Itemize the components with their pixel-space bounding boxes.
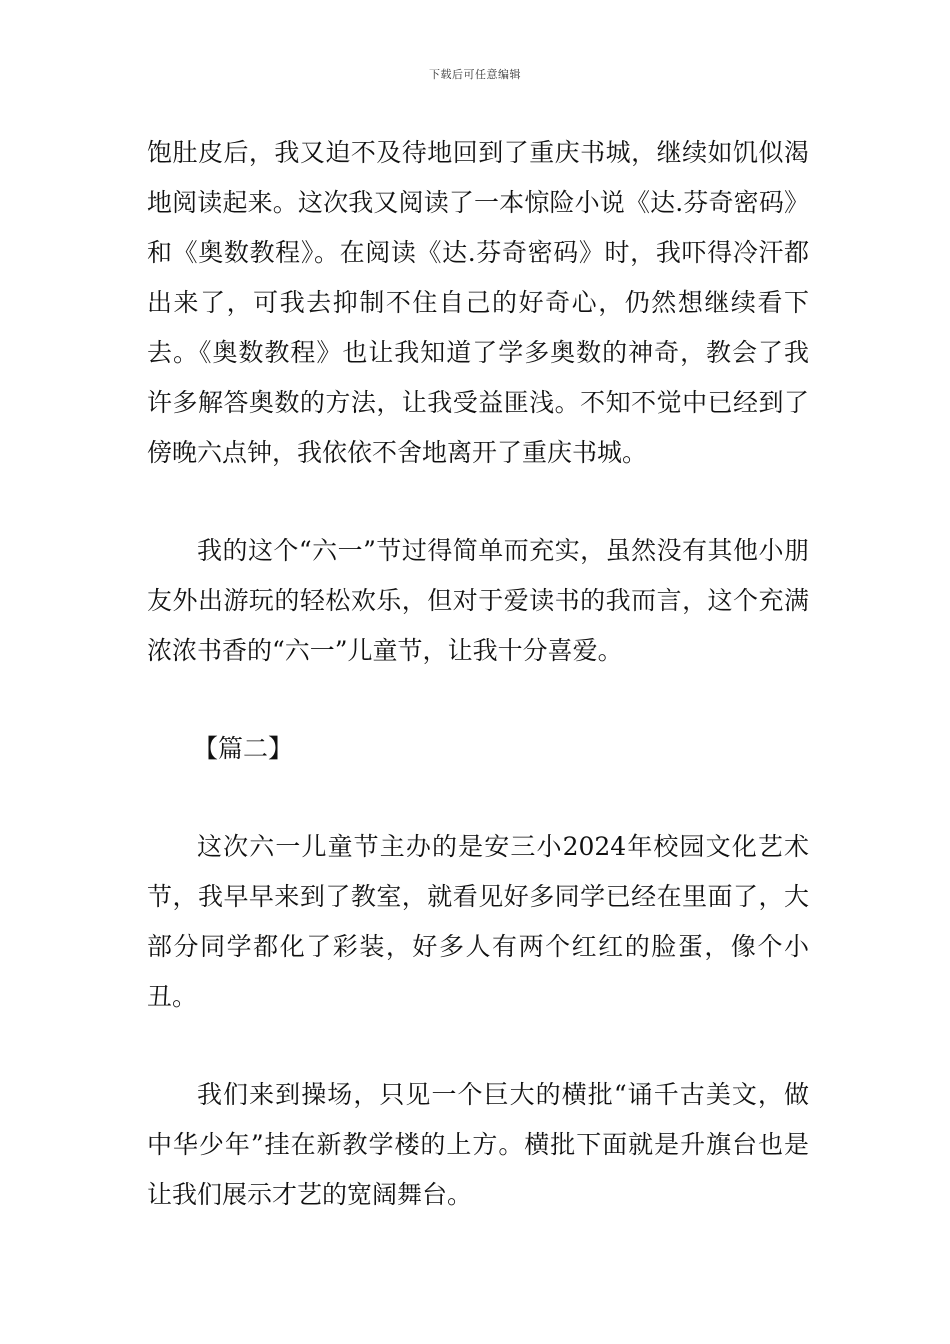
paragraph-gap bbox=[147, 1022, 809, 1070]
paragraph-1: 饱肚皮后，我又迫不及待地回到了重庆书城，继续如饥似渴地阅读起来。这次我又阅读了一本惊险小说《达.芬奇密码》和《奥数教程》。在阅读《达.芬奇密码》时，我吓得冷汗都出来了，可我去抑制不住自己的好奇心，仍然想继续看下去。《奥数教程》也让我知道了学多奥数的神奇，教会了我许多解答奥数的方法，让我受益匪浅。不知不觉中已经到了傍晚六点钟，我依依不舍地离开了重庆书城。 bbox=[147, 138, 809, 467]
paragraph-gap bbox=[147, 774, 809, 822]
paragraph-gap bbox=[147, 676, 809, 724]
paragraph-3: 这次六一儿童节主办的是安三小2024年校园文化艺术节，我早早来到了教室，就看见好多同学已经在里面了，大部分同学都化了彩装，好多人有两个红红的脸蛋，像个小丑。 bbox=[147, 832, 809, 1011]
paragraph-2: 我的这个“六一”节过得简单而充实，虽然没有其他小朋友外出游玩的轻松欢乐，但对于爱读书的我而言，这个充满浓浓书香的“六一”儿童节，让我十分喜爱。 bbox=[147, 536, 809, 665]
page-header: 下载后可任意编辑 bbox=[429, 68, 521, 81]
section-title: 【篇二】 bbox=[193, 734, 294, 763]
paragraph-gap bbox=[147, 478, 809, 526]
document-body bbox=[147, 128, 809, 1220]
paragraph-4: 我们来到操场，只见一个巨大的横批“诵千古美文，做中华少年”挂在新教学楼的上方。横批下面就是升旗台也是让我们展示才艺的宽阔舞台。 bbox=[147, 1080, 809, 1209]
